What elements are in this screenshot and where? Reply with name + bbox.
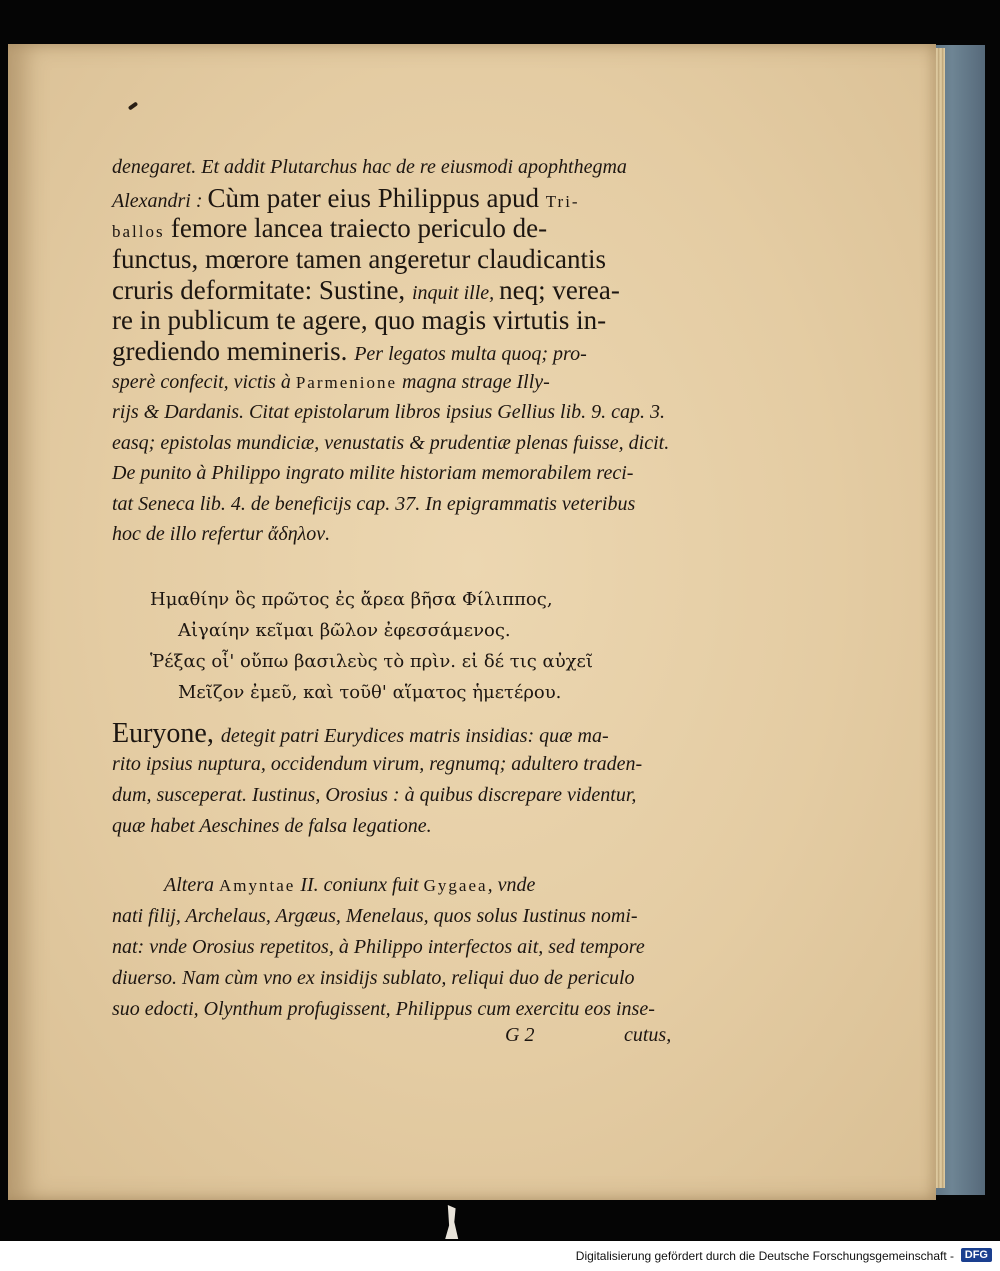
dfg-logo[interactable]: DFG (961, 1248, 992, 1262)
verse-line: Μεῖζον ἐμεῦ, καὶ τοῦθ' αἵματος ἡμετέρου. (178, 682, 562, 703)
text-line: ballos femore lancea traiecto periculo de- (112, 213, 548, 243)
text-line: Altera Amyntae II. coniunx fuit Gygaea, vnde (164, 874, 536, 896)
verse-line: Ημαθίην ὃς πρῶτος ἐς ἄρεα βῆσα Φίλιππος, (150, 589, 553, 610)
verse-line: Αἰγαίην κεῖμαι βῶλον ἐφεσσάμενος. (178, 620, 511, 641)
text-line: nat: vnde Orosius repetitos, à Philippo interfectos ait, sed tempore (112, 936, 645, 958)
text-line: suo edocti, Olynthum profugissent, Philippus cum exercitu eos inse- (112, 998, 655, 1020)
paragraph-2 (112, 718, 692, 842)
text-line: quæ habet Aeschines de falsa legatione. (112, 815, 432, 837)
funding-banner (0, 1241, 1000, 1271)
text-line: re in publicum te agere, quo magis virtutis in- (112, 305, 607, 335)
text-line: tat Seneca lib. 4. de beneficijs cap. 37. In epigrammatis veteribus (112, 492, 636, 515)
paragraph-3 (112, 870, 692, 1025)
text-line: diuerso. Nam cùm vno ex insidijs sublato, reliqui duo de periculo (112, 967, 635, 989)
text-line: nati filij, Archelaus, Argæus, Menelaus, quos solus Iustinus nomi- (112, 905, 638, 927)
catchword: cutus, (624, 1024, 672, 1046)
text-line: Euryone, detegit patri Eurydices matris insidias: quæ ma- (112, 718, 609, 749)
text-line: sperè confecit, victis à Parmenione magna strage Illy- (112, 370, 550, 393)
text-line: grediendo memineris. Per legatos multa quoq; pro- (112, 336, 587, 366)
text-line: cruris deformitate: Sustine, inquit ille, neq; verea- (112, 274, 620, 305)
text-line: hoc de illo refertur ἄδηλον. (112, 523, 331, 545)
text-line: dum, susceperat. Iustinus, Orosius : à quibus discrepare videntur, (112, 784, 637, 806)
paper-tear (440, 1205, 466, 1239)
ink-mark (128, 101, 138, 110)
greek-epigram (150, 584, 610, 708)
funding-text: Digitalisierung gefördert durch die Deutsche Forschungsgemeinschaft - (575, 1249, 954, 1263)
text-line: Alexandri : Cùm pater eius Philippus apud Tri- (112, 182, 580, 213)
text-line: rito ipsius nuptura, occidendum virum, regnumq; adultero traden- (112, 753, 643, 775)
text-line: denegaret. Et addit Plutarchus hac de re eiusmodi apophthegma (112, 156, 627, 178)
paragraph-1 (112, 152, 692, 550)
verse-line: Ῥέξας οἷ' οὔπω βασιλεὺς τὸ πρὶν. εἰ δέ τις αὐχεῖ (150, 651, 593, 672)
signature-mark: G 2 (505, 1024, 535, 1046)
text-line: rijs & Dardanis. Citat epistolarum libros ipsius Gellius lib. 9. cap. 3. (112, 401, 666, 423)
text-line: functus, mœrore tamen angeretur claudicantis (112, 243, 607, 274)
text-line: De punito à Philippo ingrato milite historiam memorabilem reci- (112, 462, 634, 484)
text-line: easq; epistolas mundiciæ, venustatis & prudentiæ plenas fuisse, dicit. (112, 431, 670, 454)
